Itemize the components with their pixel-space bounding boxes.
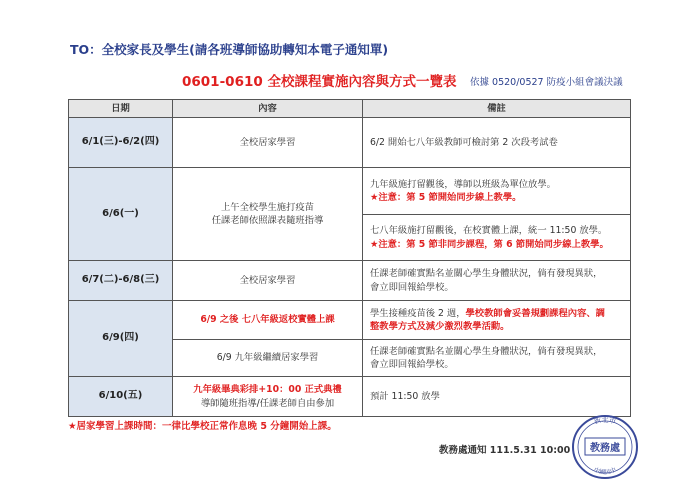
header-note: 備註	[363, 100, 631, 118]
warning-note: ★注意：第 5 節開始同步線上教學。	[370, 192, 522, 203]
note-line: 會立即回報給學校。	[370, 281, 454, 293]
table-header-row	[69, 100, 631, 118]
content-line: 上午全校學生施打疫苗	[221, 201, 314, 213]
row-note	[363, 261, 631, 301]
note-line: 任課老師確實點名並關心學生身體狀況，倘有發現異狀，	[370, 268, 603, 280]
row-note: 預計 11:50 放學	[363, 377, 631, 417]
note-line: 任課老師確實點名並關心學生身體狀況，倘有發現異狀，	[370, 345, 603, 357]
recipient-line: TO：全校家長及學生(請各班導師協助轉知本電子通知單)	[70, 42, 389, 57]
row-content	[173, 168, 363, 261]
seal-text: 教務處	[590, 443, 620, 454]
footnote: ★居家學習上課時間：一律比學校正常作息晚 5 分鐘開始上課。	[68, 421, 337, 432]
svg-text:中國民中	[593, 466, 618, 477]
note-line	[370, 307, 623, 320]
row-content	[173, 377, 363, 417]
row-note	[363, 301, 631, 340]
table-row	[69, 118, 631, 168]
content-line: 任課老師依照課表隨班指導	[211, 215, 324, 226]
content-line: 九年級畢典彩排+10：00 正式典禮	[193, 384, 342, 396]
highlight-text: 學校教師會妥善規劃課程內容、調	[465, 307, 605, 319]
row-content: 6/9 之後 七八年級返校實體上課	[173, 301, 363, 340]
table-row	[69, 377, 631, 417]
header-date: 日期	[69, 100, 173, 118]
page-title: 0601-0610 全校課程實施內容與方式一覽表	[182, 74, 457, 90]
row-note	[363, 215, 631, 261]
note-text: 學生接種疫苗後 2 週，	[370, 307, 466, 319]
row-note	[363, 168, 631, 215]
highlight-text: 整教學方式及減少激烈教學活動。	[370, 321, 510, 332]
row-content: 6/9 九年級繼續居家學習	[173, 340, 363, 377]
office-seal-icon	[570, 413, 640, 481]
basis-note: 依據 0520/0527 防疫小組會議決議	[470, 77, 623, 88]
row-date: 6/10(五)	[69, 377, 173, 417]
row-date: 6/6(一)	[69, 168, 173, 261]
schedule-table	[68, 99, 631, 417]
row-note	[363, 340, 631, 377]
row-date: 6/9(四)	[69, 301, 173, 377]
seal-ring-bottom: 中國民中	[592, 466, 618, 477]
note-line: 會立即回報給學校。	[370, 359, 454, 370]
table-row	[69, 261, 631, 301]
note-line: 七八年級施打留觀後，在校實體上課，統一 11:50 放學。	[370, 225, 608, 237]
signature: 教務處通知 111.5.31 10:00	[439, 445, 571, 456]
table-row	[69, 168, 631, 215]
row-date: 6/1(三)-6/2(四)	[69, 118, 173, 168]
table-row	[69, 301, 631, 340]
row-note: 6/2 開始七八年級教師可檢討第 2 次段考試卷	[363, 118, 631, 168]
content-line: 導師隨班指導/任課老師自由參加	[200, 397, 335, 409]
seal-ring-top: 新北市	[593, 416, 617, 426]
row-content: 全校居家學習	[173, 118, 363, 168]
note-line: 九年級施打留觀後，導師以班級為單位放學。	[370, 178, 556, 190]
warning-note: ★注意：第 5 節非同步課程，第 6 節開始同步線上教學。	[370, 238, 609, 250]
row-content: 全校居家學習	[173, 261, 363, 301]
header-content: 內容	[173, 100, 363, 118]
row-date: 6/7(二)-6/8(三)	[69, 261, 173, 301]
